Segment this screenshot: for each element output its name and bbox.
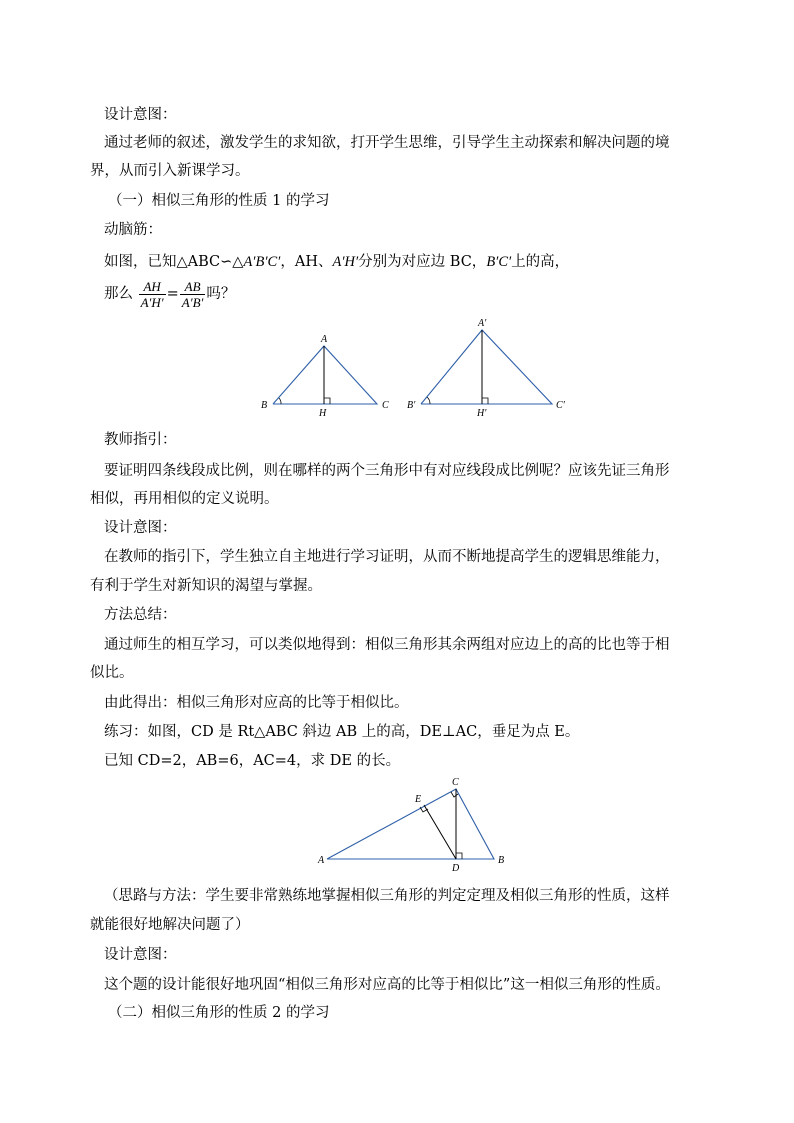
heading-design-intent-3: 设计意图： (104, 947, 177, 963)
heading-brainstorm: 动脑筋： (104, 222, 162, 238)
question-statement (104, 252, 569, 272)
angle-mark (279, 398, 281, 404)
math-run: A′H′ (332, 254, 359, 270)
question-fraction-line (104, 276, 235, 312)
paragraph-text: 这个题的设计能很好地巩固“相似三角形对应高的比等于相似比”这一相似三角形的性质。 (104, 977, 670, 993)
segment-de (424, 805, 456, 859)
right-angle-mark (324, 398, 330, 404)
heading-teacher-guidance: 教师指引： (104, 432, 177, 448)
vertex-label-d: D (452, 863, 460, 872)
vertex-label-a: A (318, 855, 325, 866)
text-run: 吗？ (206, 286, 236, 302)
fraction-numerator: AH (139, 279, 166, 295)
paragraph-text: 界，从而引入新课学习。 (90, 163, 250, 179)
math-run: A′B′C′ (243, 254, 281, 270)
paragraph-text: 有利于学生对新知识的渴望与掌握。 (90, 578, 322, 594)
section-heading-property-2: （二）相似三角形的性质 2 的学习 (108, 1005, 330, 1021)
vertex-label-b-prime: B′ (407, 400, 416, 411)
triangle-abc-outline (273, 346, 377, 404)
text-run: ，AH、 (280, 254, 333, 270)
heading-method-summary: 方法总结： (104, 607, 177, 623)
right-triangle-altitude-figure (315, 772, 515, 872)
paragraph-text: 通过师生的相互学习，可以类似地得到：相似三角形其余两组对应边上的高的比也等于相 (104, 637, 670, 653)
paragraph-text: 要证明四条线段成比例，则在哪样的两个三角形中有对应线段成比例呢？应该先证三角形 (104, 463, 670, 479)
heading-design-intent-2: 设计意图： (104, 520, 177, 536)
exercise-given-text: 已知 CD=2，AB=6，AC=4，求 DE 的长。 (104, 753, 401, 769)
vertex-label-a: A (321, 334, 328, 345)
equals-sign: = (166, 286, 179, 302)
conclusion-text: 由此得出：相似三角形对应高的比等于相似比。 (104, 695, 409, 711)
vertex-label-e: E (415, 794, 422, 805)
vertex-label-c-prime: C′ (556, 400, 565, 411)
approach-note: （思路与方法：学生要非常熟练地掌握相似三角形的判定定理及相似三角形的性质，这样 (104, 888, 670, 904)
foot-label-h-prime: H′ (477, 408, 487, 418)
foot-label-h: H (319, 408, 327, 418)
triangle-abc (261, 334, 389, 418)
triangle-abc-outline (327, 789, 494, 859)
vertex-label-b: B (261, 400, 268, 411)
exercise-text: 练习：如图，CD 是 Rt△ABC 斜边 AB 上的高，DE⊥AC，垂足为点 E。 (104, 724, 580, 740)
paragraph-text: 似比。 (90, 665, 134, 681)
vertex-label-c: C (452, 777, 459, 788)
fraction-ah (139, 279, 166, 310)
fraction-ab (180, 279, 206, 310)
text-run: 如图，已知△ABC∽△ (104, 254, 244, 270)
paragraph-text: 通过老师的叙述，激发学生的求知欲，打开学生思维，引导学生主动探索和解决问题的境 (104, 135, 670, 151)
triangle-a-prime-b-prime-c-prime (407, 318, 566, 418)
math-run: B′C′ (486, 254, 512, 270)
triangle-prime-outline (421, 330, 552, 404)
text-run: 那么 (104, 286, 133, 302)
text-run: 分别为对应边 BC， (358, 254, 487, 270)
vertex-label-c: C (382, 400, 389, 411)
fraction-denominator: A′B′ (181, 294, 204, 310)
vertex-label-b: B (498, 855, 505, 866)
fraction-numerator: AB (180, 279, 206, 295)
vertex-label-a-prime: A′ (478, 318, 487, 329)
approach-note-continued: 就能很好地解决问题了） (90, 917, 250, 933)
text-run: 上的高， (511, 254, 570, 270)
fraction-denominator: A′H′ (140, 294, 164, 310)
angle-mark (427, 397, 430, 404)
paragraph-text: 相似，再用相似的定义说明。 (90, 491, 279, 507)
section-heading-property-1: （一）相似三角形的性质 1 的学习 (108, 193, 330, 209)
paragraph-text: 在教师的指引下，学生独立自主地进行学习证明，从而不断地提高学生的逻辑思维能力， (104, 549, 670, 565)
right-angle-mark-d (456, 853, 462, 859)
heading-design-intent-1: 设计意图： (104, 107, 177, 123)
right-angle-mark-c (451, 792, 458, 797)
similar-triangles-figure (250, 312, 580, 418)
right-angle-mark (482, 398, 488, 404)
